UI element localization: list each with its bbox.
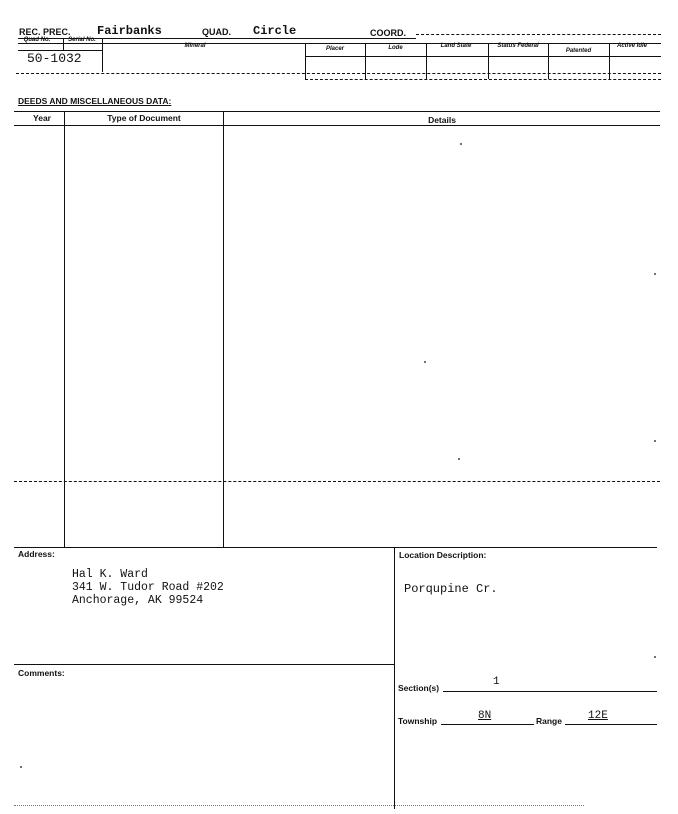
col-type-of-document: Type of Document [107, 113, 181, 123]
comments-label: Comments: [18, 668, 65, 678]
rec-prec-label: REC. PREC. [19, 27, 71, 37]
col-patented: Patented [565, 48, 592, 54]
address-line-2: 341 W. Tudor Road #202 [72, 581, 224, 594]
range-label: Range [536, 716, 562, 726]
address-line-1: Hal K. Ward [72, 568, 148, 581]
col-active-idle: Active Idle [616, 43, 647, 49]
col-quad-no: Quad No. [23, 37, 51, 43]
address-line-3: Anchorage, AK 99524 [72, 594, 204, 607]
location-description-label: Location Description: [399, 550, 487, 560]
address-block [72, 568, 224, 607]
township-value: 8N [478, 710, 492, 722]
location-description-value: Porqupine Cr. [404, 582, 498, 596]
quad-serial-value: 50-1032 [27, 51, 82, 66]
col-details: Details [428, 115, 456, 125]
section-label: Section(s) [398, 683, 440, 693]
rec-prec-value: Fairbanks [97, 24, 162, 38]
col-mineral: Mineral [184, 43, 206, 49]
col-lode: Lode [388, 45, 403, 51]
quad-value: Circle [253, 24, 297, 38]
col-status-federal: Status Federal [497, 43, 539, 49]
deeds-section-title: DEEDS AND MISCELLANEOUS DATA: [18, 96, 172, 106]
col-placer: Placer [325, 46, 344, 52]
range-value: 12E [588, 710, 608, 722]
col-year: Year [33, 113, 51, 123]
quad-label: QUAD. [202, 27, 231, 37]
section-value: 1 [493, 676, 500, 688]
col-serial-no: Serial No. [68, 37, 96, 43]
township-label: Township [398, 716, 438, 726]
col-land-state: Land State [440, 43, 472, 49]
coord-label: COORD. [370, 28, 406, 38]
address-label: Address: [18, 549, 55, 559]
